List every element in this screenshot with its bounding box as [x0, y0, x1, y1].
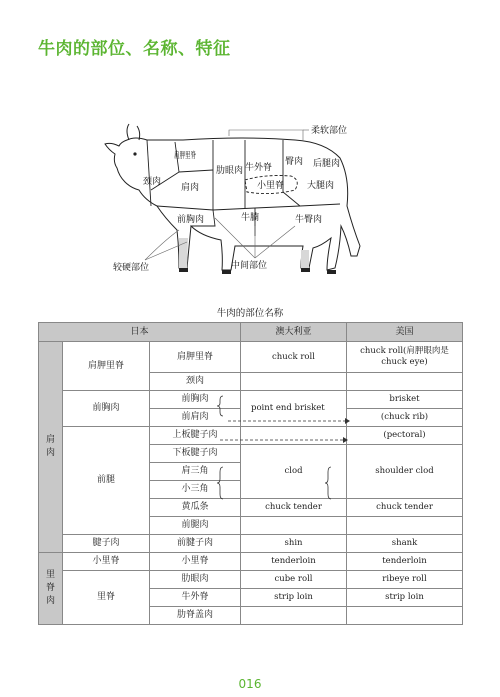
label-striploin: 牛外脊	[245, 163, 273, 173]
header-usa: 美国	[347, 323, 463, 342]
australia-name: strip loin	[241, 589, 347, 607]
cow-outline-svg	[95, 118, 385, 298]
callout-middle: 中间部位	[231, 261, 268, 271]
table-header-row	[39, 323, 463, 342]
category-cell: 前腿	[63, 427, 150, 535]
beef-cuts-table	[38, 322, 463, 625]
shank-shade	[179, 238, 188, 268]
cut-name: 牛外脊	[150, 589, 241, 607]
group-shoulder: 肩肉	[39, 342, 63, 553]
australia-name	[241, 373, 347, 391]
australia-name	[241, 427, 347, 445]
label-shoulder: 肩肉	[181, 183, 200, 193]
usa-name: ribeye roll	[347, 571, 463, 589]
usa-name: chuck tender	[347, 499, 463, 517]
header-japan: 日本	[39, 323, 241, 342]
callout-lines	[145, 130, 309, 260]
category-cell: 腱子肉	[63, 535, 150, 553]
label-shoulder-loin: 肩胛里脊	[174, 151, 209, 161]
usa-name: brisket	[347, 391, 463, 409]
table-row	[39, 571, 463, 589]
cut-name: 肩胛里脊	[150, 342, 241, 373]
table-row	[39, 553, 463, 571]
australia-name: clod	[241, 445, 347, 499]
cow-hoof	[179, 268, 188, 272]
australia-name: cube roll	[241, 571, 347, 589]
usa-name: shank	[347, 535, 463, 553]
cut-name: 前胸肉	[150, 391, 241, 409]
usa-name	[347, 607, 463, 625]
category-cell: 里脊	[63, 571, 150, 625]
group-loin: 里脊肉	[39, 553, 63, 625]
beef-cuts-diagram	[95, 118, 385, 298]
label-rib: 肋眼肉	[216, 166, 244, 176]
cut-name: 前腿肉	[150, 517, 241, 535]
cow-body-outline	[105, 138, 360, 270]
cut-name: 肋脊盖肉	[150, 607, 241, 625]
cow-horn	[127, 124, 129, 140]
label-silverside: 大腿肉	[307, 181, 335, 191]
cut-name: 下板腱子肉	[150, 445, 241, 463]
australia-name: chuck tender	[241, 499, 347, 517]
table-row	[39, 535, 463, 553]
cow-hoof	[327, 270, 336, 274]
usa-name: (pectoral)	[347, 427, 463, 445]
cow-hoof	[222, 270, 231, 274]
australia-name: tenderloin	[241, 553, 347, 571]
label-rump: 臀肉	[285, 157, 304, 167]
australia-name	[241, 517, 347, 535]
usa-name: shoulder clod	[347, 445, 463, 499]
page-number: 016	[238, 677, 262, 691]
usa-name: strip loin	[347, 589, 463, 607]
table-row	[39, 342, 463, 373]
cut-name: 上板腱子肉	[150, 427, 241, 445]
table-row	[39, 391, 463, 409]
australia-name	[241, 607, 347, 625]
label-flank: 牛腩	[241, 213, 260, 223]
label-tenderloin: 小里脊	[257, 181, 285, 191]
page-title: 牛肉的部位、名称、特征	[38, 39, 231, 59]
cut-name: 肩三角	[150, 463, 241, 481]
cut-name: 前腱子肉	[150, 535, 241, 553]
cut-name: 小三角	[150, 481, 241, 499]
usa-name	[347, 517, 463, 535]
label-neck: 颈肉	[143, 177, 162, 187]
usa-name: (chuck rib)	[347, 409, 463, 427]
label-shank: 牛臀肉	[295, 215, 323, 225]
cow-eye	[133, 152, 136, 155]
cow-hoof	[301, 268, 310, 272]
australia-name: point end brisket	[241, 391, 347, 427]
label-brisket: 前胸肉	[177, 215, 205, 225]
usa-name	[347, 373, 463, 391]
callout-hard: 较硬部位	[113, 263, 150, 273]
cut-name: 小里脊	[150, 553, 241, 571]
callout-soft: 柔软部位	[311, 126, 348, 136]
cut-name: 前肩肉	[150, 409, 241, 427]
table-row	[39, 427, 463, 445]
cut-name: 黄瓜条	[150, 499, 241, 517]
cut-name: 肋眼肉	[150, 571, 241, 589]
category-cell: 前胸肉	[63, 391, 150, 427]
category-cell: 小里脊	[63, 553, 150, 571]
category-cell: 肩胛里脊	[63, 342, 150, 391]
usa-name: chuck roll(肩胛眼肉是chuck eye)	[347, 342, 463, 373]
cut-name: 颈肉	[150, 373, 241, 391]
shank-shade	[301, 250, 309, 268]
header-australia: 澳大利亚	[241, 323, 347, 342]
australia-name: chuck roll	[241, 342, 347, 373]
usa-name: tenderloin	[347, 553, 463, 571]
australia-name: shin	[241, 535, 347, 553]
label-topside: 后腿肉	[313, 159, 341, 169]
table-caption: 牛肉的部位名称	[216, 308, 284, 319]
